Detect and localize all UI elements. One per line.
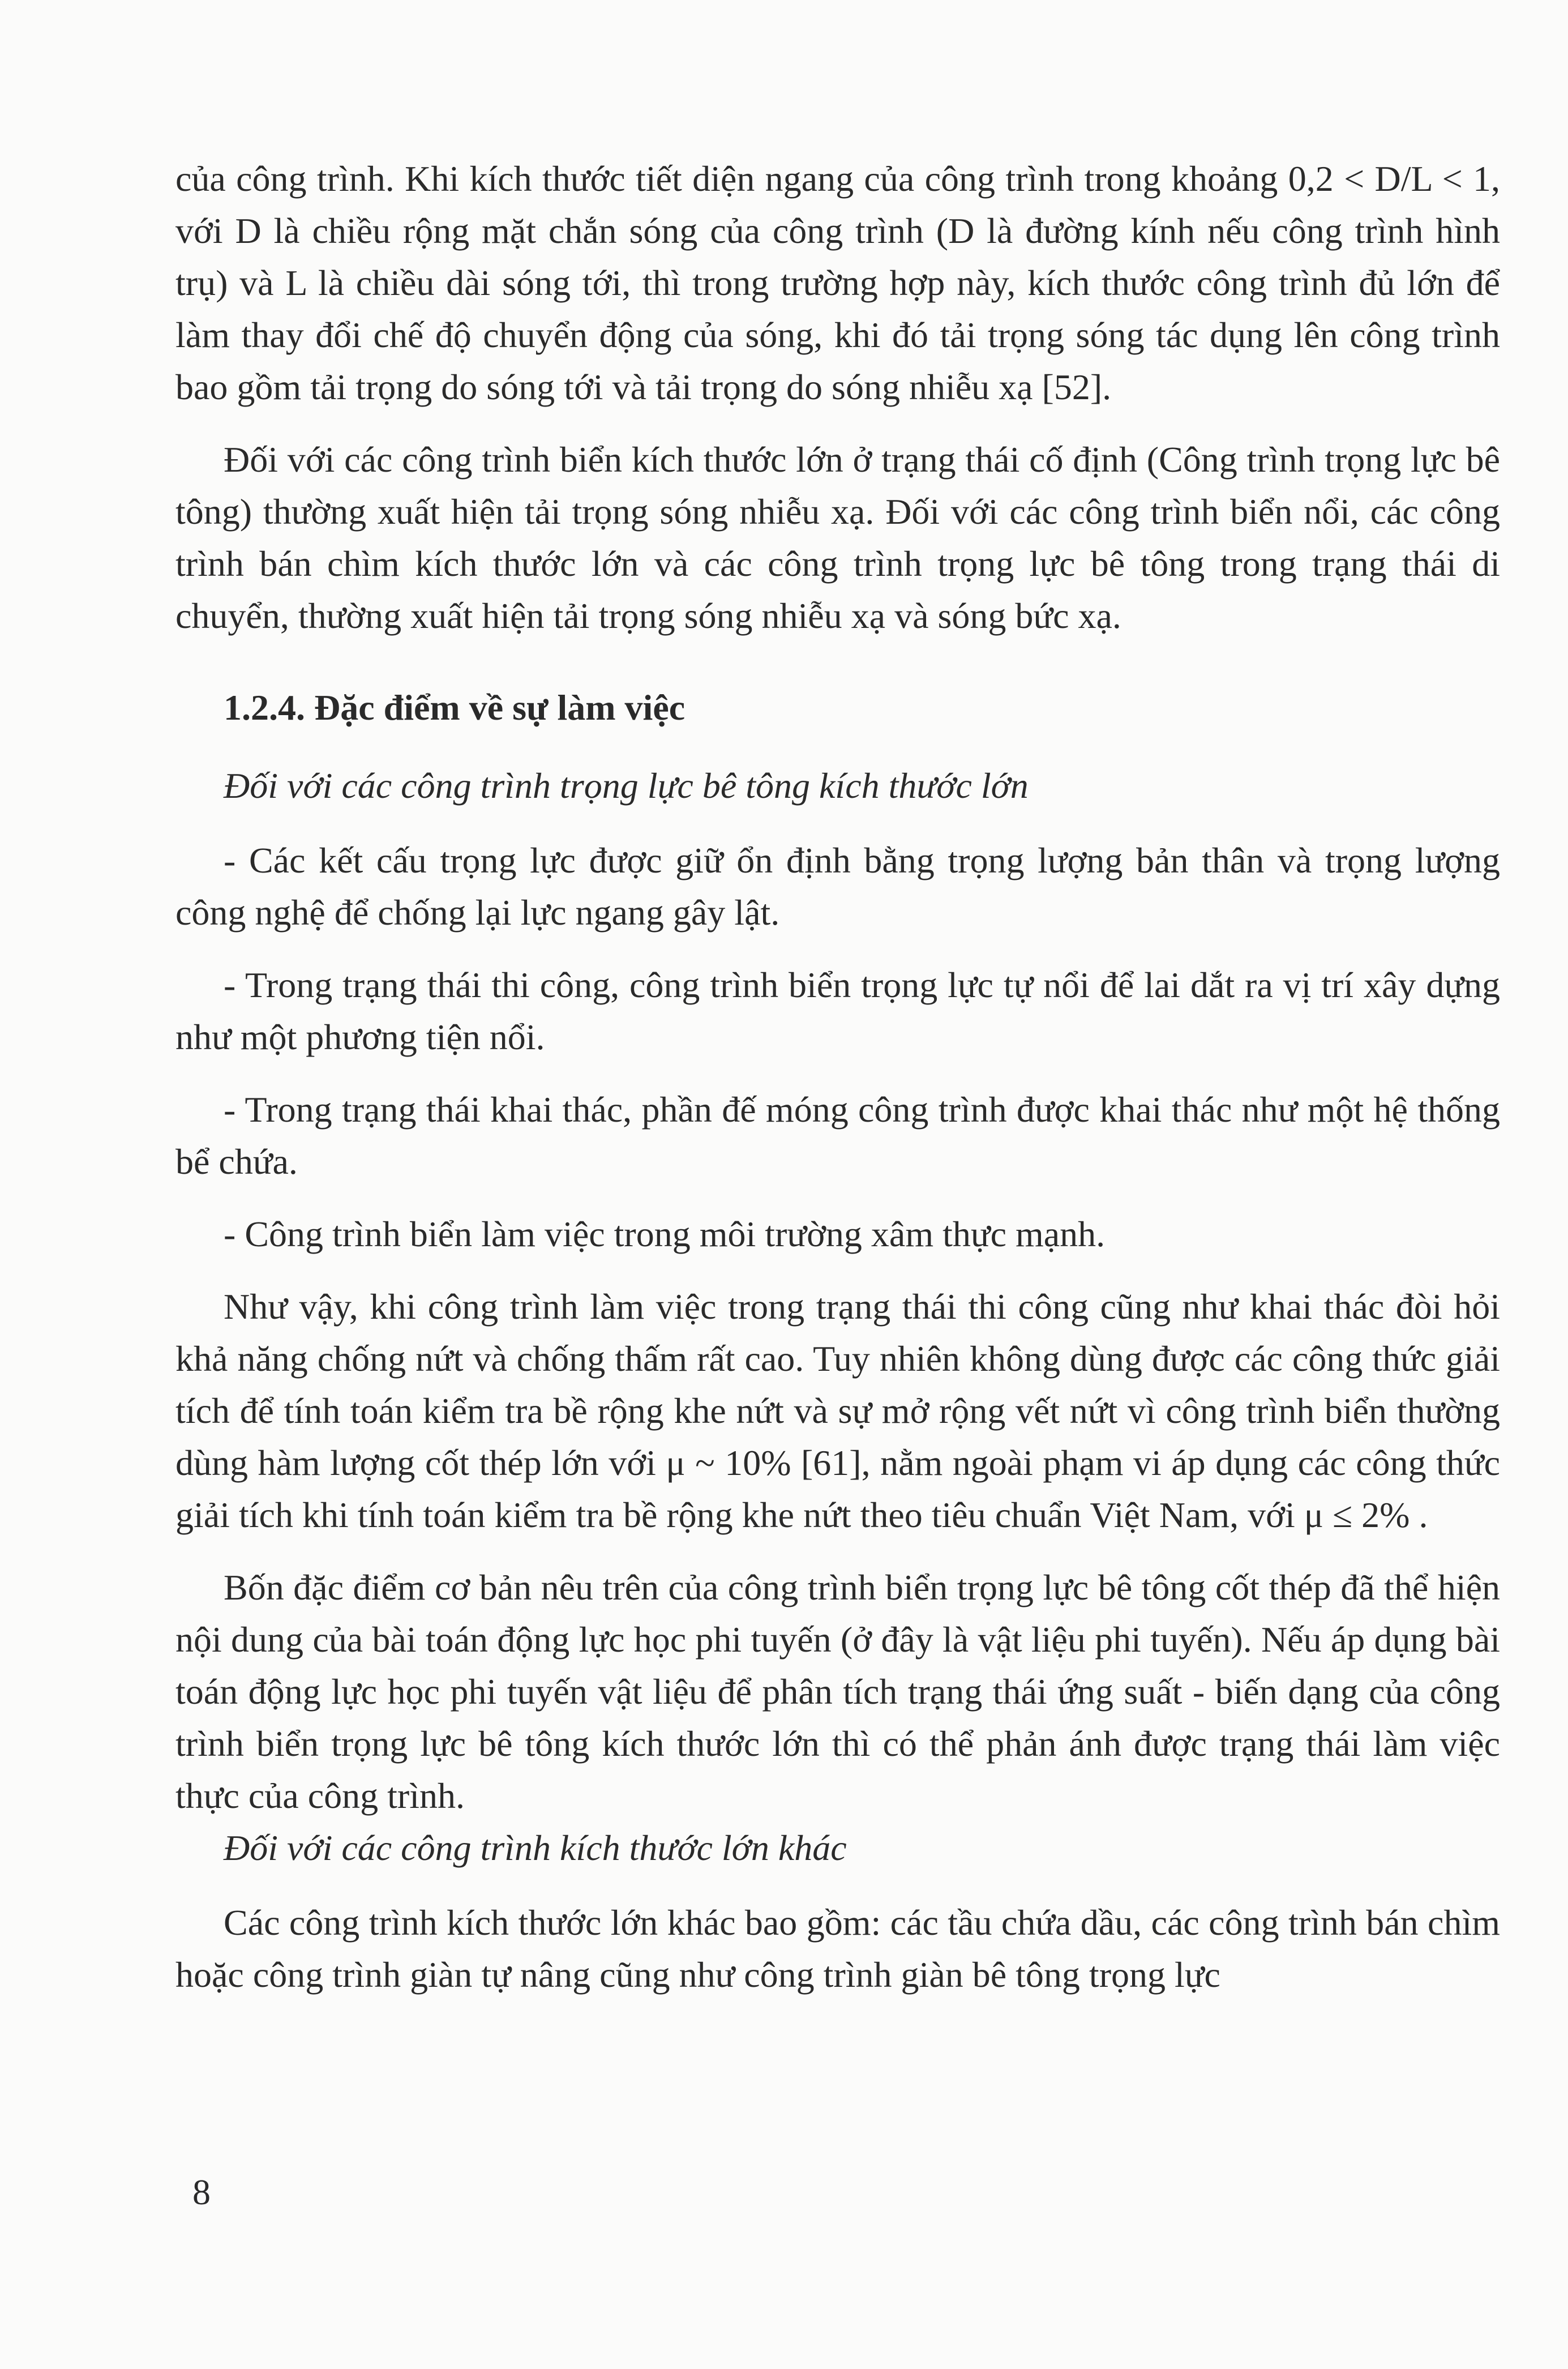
bullet-item: - Trong trạng thái thi công, công trình biển trọng lực tự nổi để lai dắt ra vị trí xây dựng như một phương tiện nổi. [175, 965, 1500, 1057]
paragraph-continued: của công trình. Khi kích thước tiết diện ngang của công trình trong khoảng 0,2 < D/L < 1, với D là chiều rộng mặt chắn sóng của công trình (D là đường kính nếu công trình hình trụ) và L là chiều dài sóng tới, thì trong trường hợp này, kích thước công trình đủ lớn để làm thay đổi chế độ chuyển động của sóng, khi đó tải trọng sóng tác dụng lên công trình bao gồm tải trọng do sóng tới và tải trọng do sóng nhiễu xạ [52]. [175, 159, 1500, 407]
bullet-item: - Trong trạng thái khai thác, phần đế móng công trình được khai thác như một hệ thống bể chứa. [175, 1089, 1500, 1182]
page-body [175, 153, 1500, 2001]
bullet-item: - Công trình biển làm việc trong môi trường xâm thực mạnh. [224, 1214, 1106, 1254]
subheading-gravity-concrete: Đối với các công trình trọng lực bê tông kích thước lớn [224, 766, 1029, 806]
page-number: 8 [192, 2172, 211, 2212]
bullet-item: - Các kết cấu trọng lực được giữ ổn định bằng trọng lượng bản thân và trọng lượng công nghệ để chống lại lực ngang gây lật. [175, 840, 1500, 933]
paragraph-other-structures: Các công trình kích thước lớn khác bao gồm: các tầu chứa dầu, các công trình bán chìm hoặc công trình giàn tự nâng cũng như công trình giàn bê tông trọng lực [175, 1902, 1500, 1995]
paragraph-nonlinear-dynamics: Bốn đặc điểm cơ bản nêu trên của công trình biển trọng lực bê tông cốt thép đã thể hiện nội dung của bài toán động lực học phi tuyến (ở đây là vật liệu phi tuyến). Nếu áp dụng bài toán động lực học phi tuyến vật liệu để phân tích trạng thái ứng suất - biến dạng của công trình biển trọng lực bê tông kích thước lớn thì có thể phản ánh được trạng thái làm việc thực của công trình. [175, 1567, 1500, 1816]
paragraph-large-structures: Đối với các công trình biển kích thước lớn ở trạng thái cố định (Công trình trọng lực bê tông) thường xuất hiện tải trọng sóng nhiễu xạ. Đối với các công trình biển nổi, các công trình bán chìm kích thước lớn và các công trình trọng lực bê tông trong trạng thái di chuyển, thường xuất hiện tải trọng sóng nhiễu xạ và sóng bức xạ. [175, 439, 1500, 636]
paragraph-crack-resistance: Như vậy, khi công trình làm việc trong trạng thái thi công cũng như khai thác đòi hỏi khả năng chống nứt và chống thấm rất cao. Tuy nhiên không dùng được các công thức giải tích để tính toán kiểm tra bề rộng khe nứt và sự mở rộng vết nứt vì công trình biển thường dùng hàm lượng cốt thép lớn với μ ~ 10% [61], nằm ngoài phạm vi áp dụng các công thức giải tích khi tính toán kiểm tra bề rộng khe nứt theo tiêu chuẩn Việt Nam, với μ ≤ 2% . [175, 1286, 1500, 1535]
section-heading: 1.2.4. Đặc điểm về sự làm việc [224, 687, 686, 728]
subheading-other-structures: Đối với các công trình kích thước lớn khác [224, 1828, 847, 1868]
